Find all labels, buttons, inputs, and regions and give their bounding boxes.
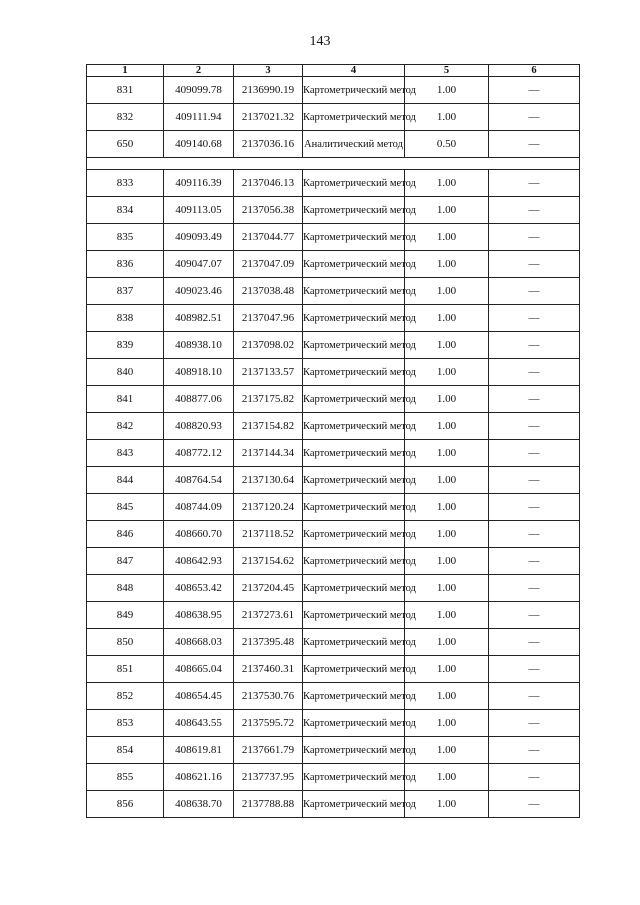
x-coordinate-cell: 408877.06 <box>164 386 234 413</box>
note-cell: — <box>489 737 580 764</box>
table-row <box>87 764 580 791</box>
method-cell: Картометрический метод <box>303 548 405 575</box>
x-coordinate-cell: 408820.93 <box>164 413 234 440</box>
point-id-cell: 837 <box>87 278 164 305</box>
x-coordinate-cell: 408938.10 <box>164 332 234 359</box>
x-coordinate-cell: 408619.81 <box>164 737 234 764</box>
table-row <box>87 629 580 656</box>
y-coordinate-cell: 2137175.82 <box>234 386 303 413</box>
point-id-cell: 845 <box>87 494 164 521</box>
method-cell: Картометрический метод <box>303 278 405 305</box>
table-row <box>87 386 580 413</box>
method-cell: Картометрический метод <box>303 77 405 104</box>
accuracy-cell: 1.00 <box>405 224 489 251</box>
y-coordinate-cell: 2137120.24 <box>234 494 303 521</box>
table-row <box>87 737 580 764</box>
note-cell: — <box>489 104 580 131</box>
y-coordinate-cell: 2137273.61 <box>234 602 303 629</box>
note-cell: — <box>489 305 580 332</box>
point-id-cell: 850 <box>87 629 164 656</box>
method-cell: Аналитический метод <box>303 131 405 158</box>
header-col-3: 3 <box>234 65 303 77</box>
y-coordinate-cell: 2137044.77 <box>234 224 303 251</box>
y-coordinate-cell: 2137395.48 <box>234 629 303 656</box>
y-coordinate-cell: 2137047.09 <box>234 251 303 278</box>
table-gap-row <box>87 158 580 170</box>
note-cell: — <box>489 494 580 521</box>
table-row <box>87 305 580 332</box>
accuracy-cell: 1.00 <box>405 656 489 683</box>
x-coordinate-cell: 408668.03 <box>164 629 234 656</box>
note-cell: — <box>489 791 580 818</box>
accuracy-cell: 1.00 <box>405 305 489 332</box>
x-coordinate-cell: 409023.46 <box>164 278 234 305</box>
x-coordinate-cell: 408772.12 <box>164 440 234 467</box>
table-row <box>87 413 580 440</box>
y-coordinate-cell: 2137144.34 <box>234 440 303 467</box>
page-number: 143 <box>309 34 331 49</box>
accuracy-cell: 1.00 <box>405 104 489 131</box>
y-coordinate-cell: 2137130.64 <box>234 467 303 494</box>
point-id-cell: 852 <box>87 683 164 710</box>
method-cell: Картометрический метод <box>303 170 405 197</box>
accuracy-cell: 1.00 <box>405 77 489 104</box>
x-coordinate-cell: 409116.39 <box>164 170 234 197</box>
point-id-cell: 834 <box>87 197 164 224</box>
header-col-6: 6 <box>489 65 580 77</box>
y-coordinate-cell: 2137154.82 <box>234 413 303 440</box>
note-cell: — <box>489 332 580 359</box>
header-col-5: 5 <box>405 65 489 77</box>
y-coordinate-cell: 2137036.16 <box>234 131 303 158</box>
point-id-cell: 843 <box>87 440 164 467</box>
table-row <box>87 77 580 104</box>
accuracy-cell: 1.00 <box>405 332 489 359</box>
table-row <box>87 170 580 197</box>
accuracy-cell: 1.00 <box>405 386 489 413</box>
note-cell: — <box>489 575 580 602</box>
table-row <box>87 656 580 683</box>
note-cell: — <box>489 224 580 251</box>
header-col-4: 4 <box>303 65 405 77</box>
accuracy-cell: 1.00 <box>405 521 489 548</box>
x-coordinate-cell: 408918.10 <box>164 359 234 386</box>
method-cell: Картометрический метод <box>303 467 405 494</box>
point-id-cell: 855 <box>87 764 164 791</box>
accuracy-cell: 1.00 <box>405 737 489 764</box>
table-row <box>87 575 580 602</box>
y-coordinate-cell: 2137460.31 <box>234 656 303 683</box>
y-coordinate-cell: 2137047.96 <box>234 305 303 332</box>
point-id-cell: 848 <box>87 575 164 602</box>
note-cell: — <box>489 521 580 548</box>
note-cell: — <box>489 440 580 467</box>
x-coordinate-cell: 408638.70 <box>164 791 234 818</box>
method-cell: Картометрический метод <box>303 494 405 521</box>
method-cell: Картометрический метод <box>303 104 405 131</box>
header-col-2: 2 <box>164 65 234 77</box>
method-cell: Картометрический метод <box>303 251 405 278</box>
point-id-cell: 833 <box>87 170 164 197</box>
point-id-cell: 849 <box>87 602 164 629</box>
method-cell: Картометрический метод <box>303 575 405 602</box>
x-coordinate-cell: 408643.55 <box>164 710 234 737</box>
note-cell: — <box>489 170 580 197</box>
x-coordinate-cell: 408764.54 <box>164 467 234 494</box>
note-cell: — <box>489 710 580 737</box>
note-cell: — <box>489 131 580 158</box>
table-row <box>87 224 580 251</box>
point-id-cell: 844 <box>87 467 164 494</box>
accuracy-cell: 1.00 <box>405 467 489 494</box>
accuracy-cell: 1.00 <box>405 197 489 224</box>
table-row <box>87 332 580 359</box>
point-id-cell: 836 <box>87 251 164 278</box>
accuracy-cell: 1.00 <box>405 791 489 818</box>
accuracy-cell: 1.00 <box>405 251 489 278</box>
y-coordinate-cell: 2137595.72 <box>234 710 303 737</box>
y-coordinate-cell: 2137661.79 <box>234 737 303 764</box>
point-id-cell: 853 <box>87 710 164 737</box>
method-cell: Картометрический метод <box>303 629 405 656</box>
y-coordinate-cell: 2137056.38 <box>234 197 303 224</box>
method-cell: Картометрический метод <box>303 737 405 764</box>
accuracy-cell: 1.00 <box>405 548 489 575</box>
note-cell: — <box>489 467 580 494</box>
x-coordinate-cell: 408660.70 <box>164 521 234 548</box>
table-row <box>87 467 580 494</box>
table-row <box>87 710 580 737</box>
y-coordinate-cell: 2137530.76 <box>234 683 303 710</box>
note-cell: — <box>489 77 580 104</box>
point-id-cell: 831 <box>87 77 164 104</box>
method-cell: Картометрический метод <box>303 521 405 548</box>
x-coordinate-cell: 409113.05 <box>164 197 234 224</box>
note-cell: — <box>489 656 580 683</box>
note-cell: — <box>489 386 580 413</box>
x-coordinate-cell: 409047.07 <box>164 251 234 278</box>
accuracy-cell: 1.00 <box>405 170 489 197</box>
note-cell: — <box>489 629 580 656</box>
x-coordinate-cell: 408744.09 <box>164 494 234 521</box>
method-cell: Картометрический метод <box>303 710 405 737</box>
accuracy-cell: 0.50 <box>405 131 489 158</box>
header-col-1: 1 <box>87 65 164 77</box>
point-id-cell: 840 <box>87 359 164 386</box>
method-cell: Картометрический метод <box>303 683 405 710</box>
note-cell: — <box>489 764 580 791</box>
table-row <box>87 104 580 131</box>
point-id-cell: 839 <box>87 332 164 359</box>
y-coordinate-cell: 2137118.52 <box>234 521 303 548</box>
table-row <box>87 521 580 548</box>
accuracy-cell: 1.00 <box>405 683 489 710</box>
note-cell: — <box>489 683 580 710</box>
y-coordinate-cell: 2137204.45 <box>234 575 303 602</box>
y-coordinate-cell: 2137038.48 <box>234 278 303 305</box>
accuracy-cell: 1.00 <box>405 602 489 629</box>
point-id-cell: 838 <box>87 305 164 332</box>
method-cell: Картометрический метод <box>303 656 405 683</box>
x-coordinate-cell: 409093.49 <box>164 224 234 251</box>
table-row <box>87 494 580 521</box>
y-coordinate-cell: 2137737.95 <box>234 764 303 791</box>
method-cell: Картометрический метод <box>303 440 405 467</box>
x-coordinate-cell: 408982.51 <box>164 305 234 332</box>
y-coordinate-cell: 2137098.02 <box>234 332 303 359</box>
method-cell: Картометрический метод <box>303 224 405 251</box>
accuracy-cell: 1.00 <box>405 629 489 656</box>
method-cell: Картометрический метод <box>303 764 405 791</box>
accuracy-cell: 1.00 <box>405 278 489 305</box>
point-id-cell: 846 <box>87 521 164 548</box>
note-cell: — <box>489 278 580 305</box>
x-coordinate-cell: 408621.16 <box>164 764 234 791</box>
note-cell: — <box>489 413 580 440</box>
table-row <box>87 278 580 305</box>
x-coordinate-cell: 409140.68 <box>164 131 234 158</box>
point-id-cell: 856 <box>87 791 164 818</box>
method-cell: Картометрический метод <box>303 791 405 818</box>
x-coordinate-cell: 408665.04 <box>164 656 234 683</box>
table-row <box>87 440 580 467</box>
method-cell: Картометрический метод <box>303 413 405 440</box>
method-cell: Картометрический метод <box>303 197 405 224</box>
y-coordinate-cell: 2136990.19 <box>234 77 303 104</box>
accuracy-cell: 1.00 <box>405 413 489 440</box>
method-cell: Картометрический метод <box>303 332 405 359</box>
table-row <box>87 359 580 386</box>
point-id-cell: 842 <box>87 413 164 440</box>
table-gap-cell <box>87 158 580 170</box>
method-cell: Картометрический метод <box>303 359 405 386</box>
coordinates-table <box>86 64 580 818</box>
table-row <box>87 602 580 629</box>
point-id-cell: 650 <box>87 131 164 158</box>
note-cell: — <box>489 251 580 278</box>
y-coordinate-cell: 2137154.62 <box>234 548 303 575</box>
point-id-cell: 835 <box>87 224 164 251</box>
x-coordinate-cell: 409111.94 <box>164 104 234 131</box>
x-coordinate-cell: 408654.45 <box>164 683 234 710</box>
y-coordinate-cell: 2137788.88 <box>234 791 303 818</box>
point-id-cell: 847 <box>87 548 164 575</box>
accuracy-cell: 1.00 <box>405 359 489 386</box>
x-coordinate-cell: 408653.42 <box>164 575 234 602</box>
note-cell: — <box>489 197 580 224</box>
table-body <box>87 77 580 818</box>
y-coordinate-cell: 2137021.32 <box>234 104 303 131</box>
y-coordinate-cell: 2137133.57 <box>234 359 303 386</box>
table-row <box>87 791 580 818</box>
note-cell: — <box>489 359 580 386</box>
table-header-row <box>87 65 580 77</box>
point-id-cell: 841 <box>87 386 164 413</box>
method-cell: Картометрический метод <box>303 305 405 332</box>
accuracy-cell: 1.00 <box>405 710 489 737</box>
accuracy-cell: 1.00 <box>405 494 489 521</box>
point-id-cell: 851 <box>87 656 164 683</box>
table-row <box>87 131 580 158</box>
x-coordinate-cell: 409099.78 <box>164 77 234 104</box>
accuracy-cell: 1.00 <box>405 764 489 791</box>
accuracy-cell: 1.00 <box>405 575 489 602</box>
x-coordinate-cell: 408638.95 <box>164 602 234 629</box>
method-cell: Картометрический метод <box>303 602 405 629</box>
note-cell: — <box>489 602 580 629</box>
accuracy-cell: 1.00 <box>405 440 489 467</box>
table-row <box>87 683 580 710</box>
point-id-cell: 832 <box>87 104 164 131</box>
y-coordinate-cell: 2137046.13 <box>234 170 303 197</box>
method-cell: Картометрический метод <box>303 386 405 413</box>
x-coordinate-cell: 408642.93 <box>164 548 234 575</box>
point-id-cell: 854 <box>87 737 164 764</box>
table-row <box>87 197 580 224</box>
table-row <box>87 251 580 278</box>
table-row <box>87 548 580 575</box>
note-cell: — <box>489 548 580 575</box>
